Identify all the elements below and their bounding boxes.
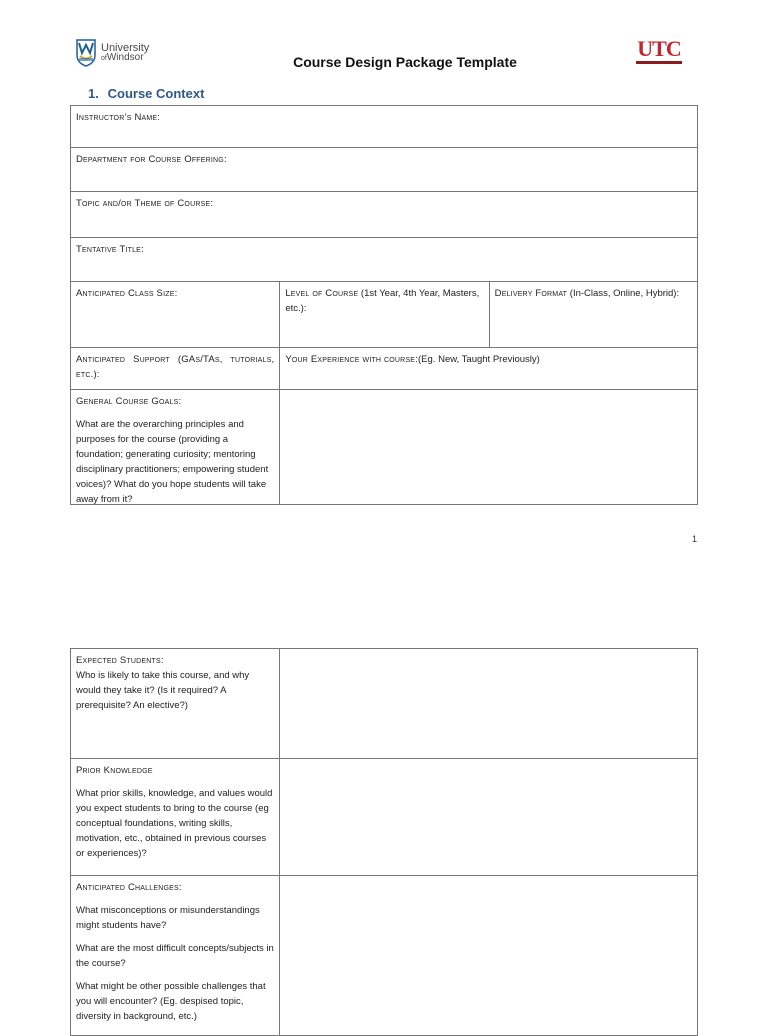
tentative-title-row bbox=[70, 238, 698, 282]
anticipated-challenges-prompt: Anticipated Challenges: What misconceptions or misunderstandings might students have? What are the most difficult concepts/subjects in the course? What might be other possible challenges that you will encounter? (Eg. despised topic, diversity in background, etc.) bbox=[76, 882, 274, 1022]
topic-field[interactable]: Topic and/or Theme of Course: bbox=[76, 198, 214, 209]
expected-students-answer[interactable] bbox=[279, 649, 697, 758]
expected-students-row bbox=[70, 648, 698, 759]
department-field[interactable]: Department for Course Offering: bbox=[76, 154, 227, 165]
class-size-field[interactable]: Anticipated Class Size: bbox=[76, 288, 178, 299]
section-heading: 1. Course Context bbox=[88, 86, 205, 101]
course-context-table bbox=[70, 105, 698, 505]
topic-row bbox=[70, 192, 698, 238]
anticipated-challenges-row bbox=[70, 876, 698, 1036]
experience-field[interactable]: Your Experience with course:(Eg. New, Taught Previously) bbox=[279, 348, 697, 389]
course-goals-answer[interactable] bbox=[279, 390, 697, 504]
instructor-name-row bbox=[70, 105, 698, 148]
students-table bbox=[70, 648, 698, 1036]
course-level-field[interactable]: Level of Course (1st Year, 4th Year, Masters, etc.): bbox=[279, 282, 488, 347]
page-number: 1 bbox=[692, 534, 698, 544]
utc-logo: UTC bbox=[636, 38, 682, 66]
class-details-row bbox=[70, 282, 698, 348]
delivery-format-field[interactable]: Delivery Format (In-Class, Online, Hybrid): bbox=[489, 282, 697, 347]
prior-knowledge-prompt: Prior Knowledge What prior skills, knowledge, and values would you expect students to bring to the course (eg conceptual foundations, writing skills, motivation, etc., obtained in previous courses or experiences)? bbox=[76, 765, 273, 859]
instructor-name-field[interactable]: Instructor’s Name: bbox=[76, 112, 161, 123]
expected-students-prompt: Expected Students: Who is likely to take this course, and why would they take it? (Is it required? A prerequisite? An elective?) bbox=[76, 655, 250, 711]
course-goals-prompt: General Course Goals: What are the overarching principles and purposes for the course (providing a foundation; generating curiosity; mentoring disciplinary practitioners; empowering student voices)? What do you hope students will take away from it? bbox=[76, 396, 269, 505]
tentative-title-field[interactable]: Tentative Title: bbox=[76, 244, 144, 255]
anticipated-challenges-answer[interactable] bbox=[279, 876, 697, 1035]
document-title: Course Design Package Template bbox=[293, 54, 517, 70]
department-row bbox=[70, 148, 698, 192]
prior-knowledge-row bbox=[70, 759, 698, 876]
prior-knowledge-answer[interactable] bbox=[279, 759, 697, 875]
course-goals-row bbox=[70, 390, 698, 505]
anticipated-support-field[interactable]: Anticipated Support (GAs/TAs, tutorials, etc.): bbox=[76, 354, 275, 380]
support-experience-row bbox=[70, 348, 698, 390]
utc-logo-bar bbox=[636, 61, 682, 64]
university-wordmark: University ofWindsor bbox=[101, 41, 150, 63]
